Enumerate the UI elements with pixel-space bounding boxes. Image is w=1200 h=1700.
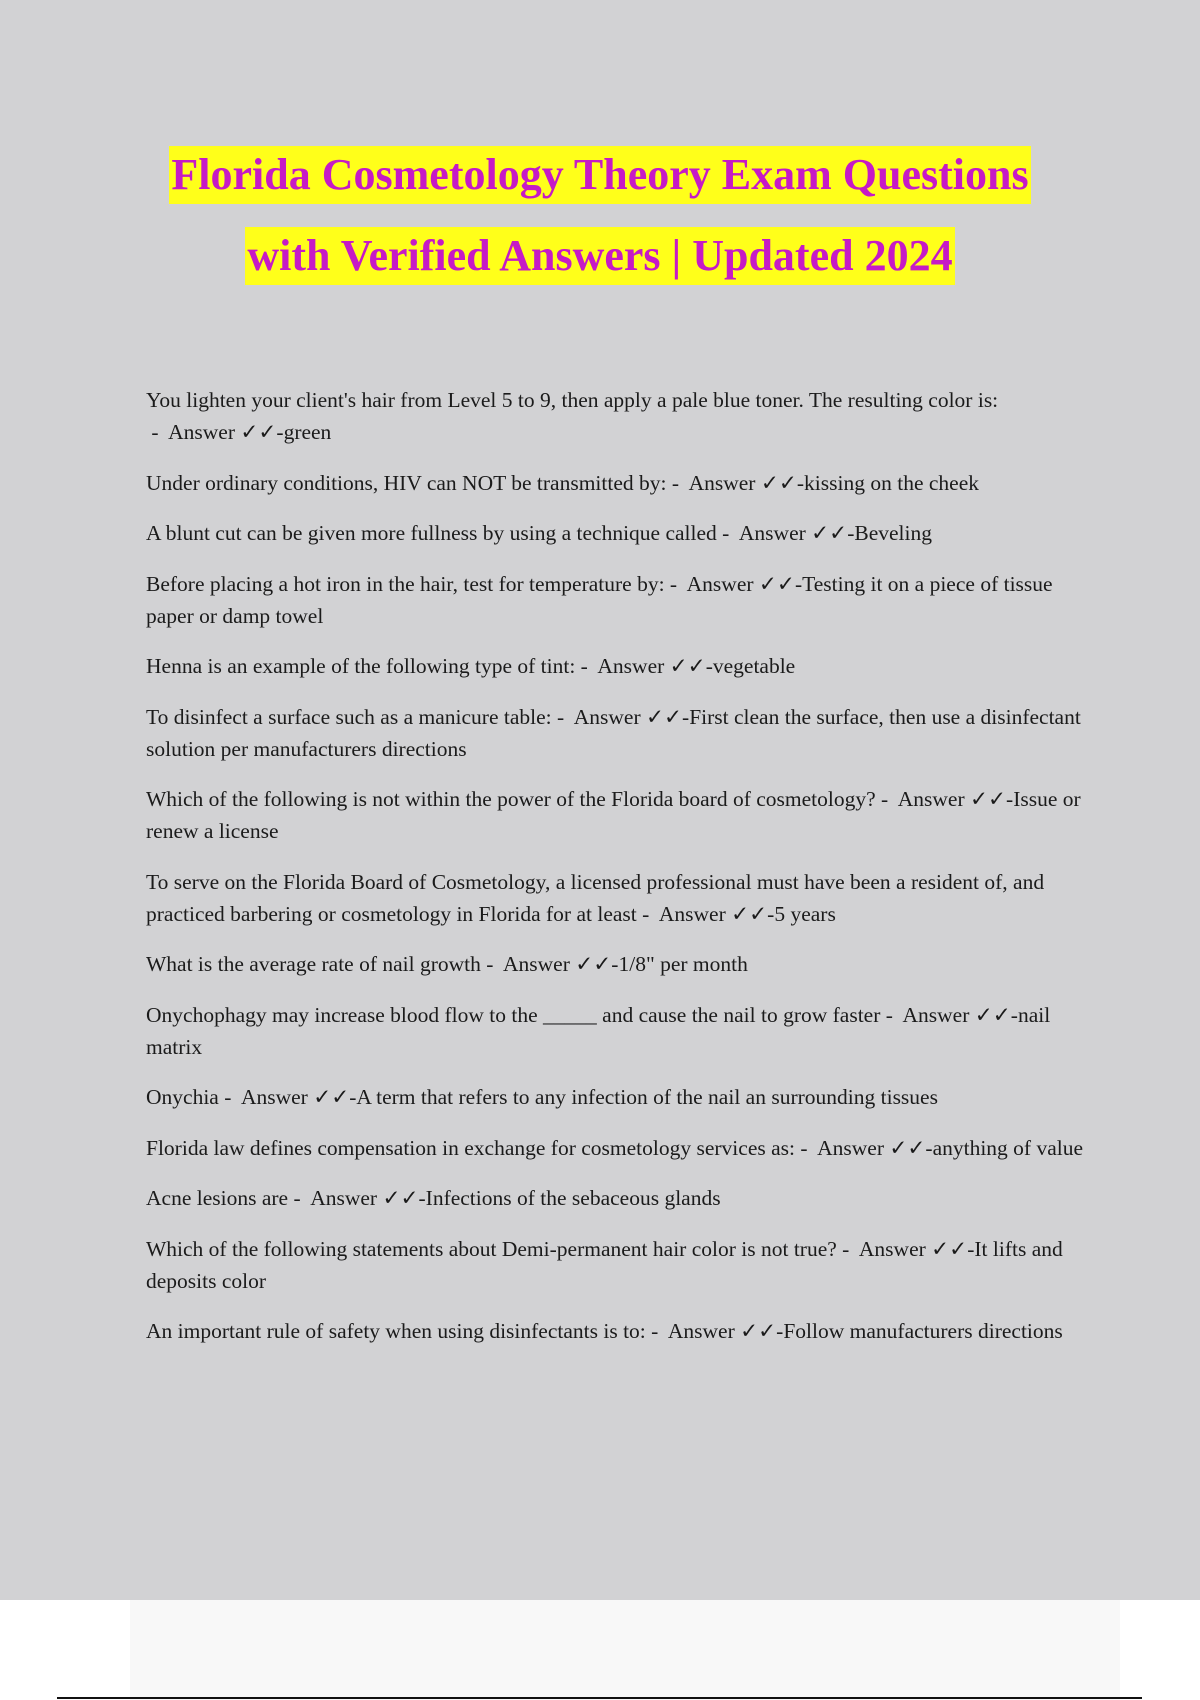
answer-label: Answer [240,1085,308,1109]
double-check-icon: ✓✓ [382,1186,419,1210]
answer-label: Answer [310,1186,378,1210]
answer-text: green [283,420,332,444]
double-check-icon: ✓✓ [889,1135,926,1160]
separator: - [551,704,574,729]
separator: - [705,654,713,678]
qa-item [146,999,1086,1063]
separator: - [836,1236,859,1261]
question-answer-list [146,384,1086,1366]
answer-text: kissing on the cheek [804,470,979,495]
separator: - [1006,787,1014,811]
separator: - [664,571,687,596]
double-check-icon: ✓✓ [731,901,768,926]
answer-label: Answer [168,420,235,444]
separator: - [611,952,619,976]
separator: - [288,1186,311,1210]
qa-item [146,1132,1086,1164]
double-check-icon: ✓✓ [811,521,848,545]
answer-label: Answer [858,1236,926,1261]
question-text: Onychia [146,1085,219,1109]
document-title [0,146,1200,285]
answer-text: anything of value [932,1135,1084,1160]
separator: - [795,1135,818,1160]
separator: - [1010,1002,1018,1027]
qa-item [146,384,1086,448]
answer-label: Answer [503,952,570,976]
answer-label: Answer [817,1135,884,1160]
footer-divider [57,1697,1142,1699]
double-check-icon: ✓✓ [970,787,1007,811]
separator: - [776,1319,784,1343]
answer-text: vegetable [712,654,796,678]
separator: - [146,420,169,444]
title-line-1: Florida Cosmetology Theory Exam Questions [169,146,1030,204]
answer-label: Answer [688,470,756,495]
answer-label: Answer [597,654,665,678]
answer-text: Testing it on a piece of tissue paper or damp towel [146,571,1053,628]
qa-item [146,517,1086,549]
separator: - [480,952,504,976]
answer-text: nail matrix [146,1002,1051,1059]
answer-label: Answer [667,1319,735,1343]
answer-text: First clean the surface, then use a disinfectant solution per manufacturers directions [146,704,1081,761]
qa-item [146,783,1086,847]
separator: - [925,1135,933,1160]
qa-item [146,568,1086,632]
page-footer-area [0,1600,1200,1700]
separator: - [666,470,689,495]
double-check-icon: ✓✓ [760,470,797,495]
separator: - [847,521,855,545]
double-check-icon: ✓✓ [758,571,795,596]
question-text: What is the average rate of nail growth [146,952,481,976]
separator: - [575,654,598,678]
double-check-icon: ✓✓ [575,952,612,976]
question-text: Florida law defines compensation in exchange for cosmetology services as: [146,1135,795,1160]
qa-item [146,1233,1086,1297]
answer-label: Answer [573,704,641,729]
separator: - [880,1002,903,1027]
answer-label: Answer [738,521,806,545]
question-text: Henna is an example of the following type of tint: [146,654,576,678]
answer-text: It lifts and deposits color [146,1236,1063,1293]
answer-label: Answer [902,1002,970,1027]
separator: - [967,1236,975,1261]
double-check-icon: ✓✓ [974,1002,1011,1027]
answer-label: Answer [897,787,965,811]
qa-item [146,650,1086,682]
answer-text: 5 years [774,901,836,926]
question-text: Before placing a hot iron in the hair, test for temperature by: [146,571,665,596]
question-text: A blunt cut can be given more fullness by using a technique called [146,521,717,545]
footer-shade [130,1600,1120,1700]
qa-item [146,701,1086,765]
separator: - [218,1085,241,1109]
question-text: Acne lesions are [146,1186,289,1210]
separator: - [682,704,690,729]
answer-text: Beveling [854,521,932,545]
separator: - [276,420,284,444]
answer-label: Answer [686,571,754,596]
separator: - [349,1085,357,1109]
answer-label: Answer [658,901,726,926]
double-check-icon: ✓✓ [240,420,277,444]
double-check-icon: ✓✓ [740,1319,777,1343]
question-text: Which of the following is not within the power of the Florida board of cosmetology? [146,787,876,811]
question-text: Onychophagy may increase blood flow to the _____ and cause the nail to grow faster [146,1002,881,1027]
qa-item [146,948,1086,980]
question-text: You lighten your client's hair from Level 5 to 9, then apply a pale blue toner. The resulting color is: [146,388,999,412]
question-text: Under ordinary conditions, HIV can NOT be transmitted by: [146,470,667,495]
separator: - [767,901,775,926]
answer-text: Issue or renew a license [146,787,1081,843]
answer-text: A term that refers to any infection of the nail an surrounding tissues [356,1085,938,1109]
separator: - [645,1319,668,1343]
qa-item [146,1315,1086,1347]
qa-item [146,866,1086,930]
question-text: Which of the following statements about Demi-permanent hair color is not true? [146,1236,837,1261]
question-text: To disinfect a surface such as a manicure table: [146,704,552,729]
double-check-icon: ✓✓ [313,1085,350,1109]
separator: - [796,470,805,495]
title-line-2: with Verified Answers | Updated 2024 [245,227,954,285]
qa-item [146,467,1086,499]
double-check-icon: ✓✓ [645,704,683,729]
separator: - [875,787,898,811]
separator: - [716,521,739,545]
separator: - [794,571,803,596]
qa-item [146,1182,1086,1214]
double-check-icon: ✓✓ [931,1236,968,1261]
question-text: An important rule of safety when using disinfectants is to: [146,1319,646,1343]
double-check-icon: ✓✓ [669,654,706,678]
answer-text: 1/8" per month [618,952,748,976]
qa-item [146,1081,1086,1113]
separator: - [636,901,659,926]
answer-text: Infections of the sebaceous glands [425,1186,721,1210]
answer-text: Follow manufacturers directions [783,1319,1063,1343]
separator: - [418,1186,426,1210]
question-text: To serve on the Florida Board of Cosmetology, a licensed professional must have been a resident of, and practiced barbering or cosmetology in Florida for at least [146,869,1045,926]
